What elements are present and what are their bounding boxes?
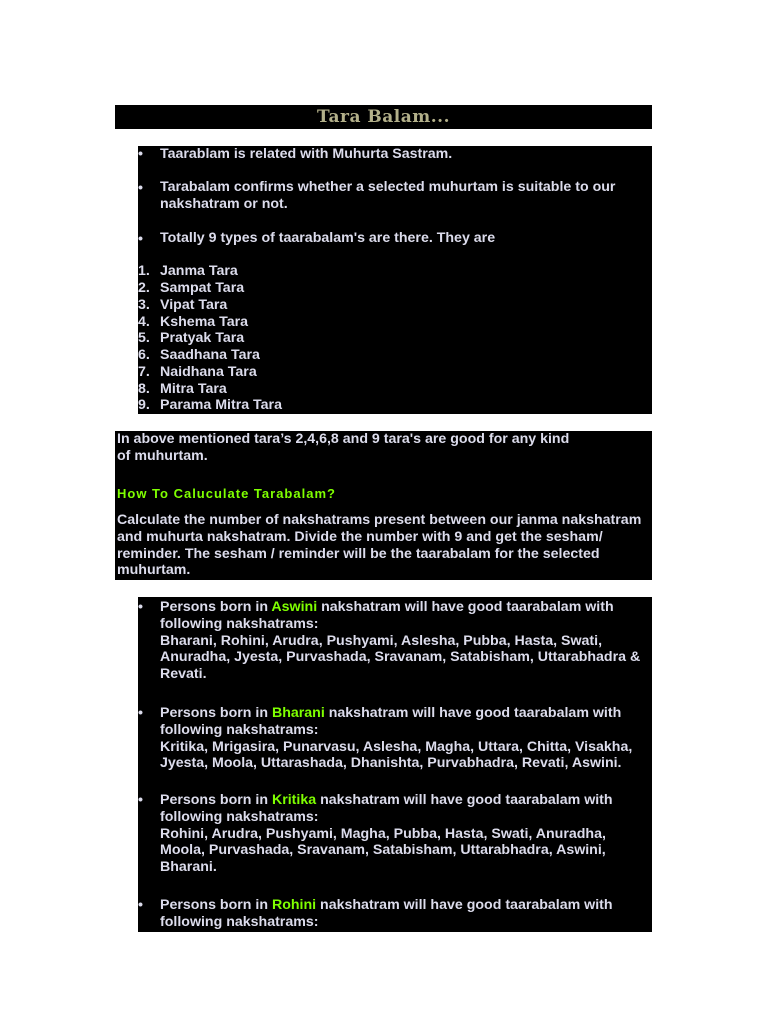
tara-number: 4. bbox=[138, 314, 150, 330]
tara-name: Saadhana Tara bbox=[160, 347, 260, 363]
born-prefix: Persons born in bbox=[160, 897, 268, 913]
born-prefix: Persons born in bbox=[160, 705, 268, 721]
tara-number: 3. bbox=[138, 297, 150, 313]
compatible-list-line: Revati. bbox=[160, 666, 207, 683]
nakshatra-block bbox=[138, 597, 652, 932]
tara-name: Sampat Tara bbox=[160, 280, 245, 296]
tara-number: 6. bbox=[138, 347, 150, 363]
calculation-block bbox=[115, 431, 652, 580]
nakshatra-name: Rohini bbox=[271, 897, 317, 913]
good-tara-note-line: of muhurtam. bbox=[117, 447, 208, 464]
tara-number: 5. bbox=[138, 330, 150, 346]
tara-number: 9. bbox=[138, 397, 150, 413]
following-label: following nakshatrams: bbox=[160, 913, 319, 930]
bullet: • bbox=[138, 599, 143, 615]
compatible-list-line: Kritika, Mrigasira, Punarvasu, Aslesha, Magha, Uttara, Chitta, Visakha, bbox=[160, 738, 633, 755]
born-suffix: nakshatram will have good taarabalam with bbox=[320, 897, 613, 913]
following-label: following nakshatrams: bbox=[160, 808, 319, 825]
compatible-list-line: Anuradha, Jyesta, Purvashada, Sravanam, Satabisham, Uttarabhadra & bbox=[160, 649, 641, 666]
bullet: • bbox=[138, 792, 143, 808]
nakshatra-entry bbox=[160, 599, 648, 683]
title-bar bbox=[115, 105, 652, 129]
good-tara-note bbox=[117, 431, 646, 465]
tara-name: Janma Tara bbox=[160, 263, 238, 279]
tara-name: Pratyak Tara bbox=[160, 330, 245, 346]
compatible-list-line: Bharani, Rohini, Arudra, Pushyami, Aslesha, Pubba, Hasta, Swati, bbox=[160, 632, 603, 649]
how-to-text: Calculate the number of nakshatrams present between our janma nakshatram and muhurta nakshatram. Divide the number with 9 and get the sesham/ reminder. The sesham / reminder will be the taarabalam for the selected muhurtam. bbox=[117, 512, 642, 579]
nakshatra-entry bbox=[160, 705, 648, 772]
intro-item: Tarabalam confirms whether a selected muhurtam is suitable to our nakshatram or not. bbox=[160, 179, 616, 212]
following-label: following nakshatrams: bbox=[160, 615, 319, 632]
compatible-list-line: Rohini, Arudra, Pushyami, Magha, Pubba, Hasta, Swati, Anuradha, bbox=[160, 825, 606, 842]
tara-number: 7. bbox=[138, 364, 150, 380]
nakshatra-name: Kritika bbox=[271, 792, 317, 808]
bullet: • bbox=[138, 705, 143, 721]
tara-name: Naidhana Tara bbox=[160, 364, 257, 380]
following-label: following nakshatrams: bbox=[160, 721, 319, 738]
nakshatra-entry bbox=[160, 792, 648, 876]
bullet: • bbox=[138, 180, 143, 196]
bullet: • bbox=[138, 146, 143, 162]
intro-block bbox=[138, 146, 652, 414]
good-tara-note-line: In above mentioned tara’s 2,4,6,8 and 9 tara's are good for any kind bbox=[117, 431, 570, 447]
tara-number: 8. bbox=[138, 381, 150, 397]
tara-name: Mitra Tara bbox=[160, 381, 227, 397]
born-suffix: nakshatram will have good taarabalam with bbox=[320, 792, 613, 808]
intro-item: Totally 9 types of taarabalam's are there. They are bbox=[160, 230, 496, 246]
tara-name: Vipat Tara bbox=[160, 297, 228, 313]
nakshatra-name: Bharani bbox=[271, 705, 325, 721]
nakshatra-entry bbox=[160, 897, 648, 931]
bullet: • bbox=[138, 897, 143, 913]
page-title: Tara Balam... bbox=[316, 107, 451, 127]
intro-item: Taarablam is related with Muhurta Sastram. bbox=[160, 146, 453, 162]
bullet: • bbox=[138, 231, 143, 247]
compatible-list-line: Bharani. bbox=[160, 859, 217, 876]
born-prefix: Persons born in bbox=[160, 599, 268, 615]
tara-number: 1. bbox=[138, 263, 150, 279]
nakshatra-name: Aswini bbox=[271, 599, 318, 615]
tara-number: 2. bbox=[138, 280, 150, 296]
tara-name: Kshema Tara bbox=[160, 314, 249, 330]
born-suffix: nakshatram will have good taarabalam with bbox=[328, 705, 622, 721]
compatible-list-line: Jyesta, Moola, Uttarashada, Dhanishta, Purvabhadra, Revati, Aswini. bbox=[160, 755, 622, 772]
born-suffix: nakshatram will have good taarabalam with bbox=[321, 599, 614, 615]
born-prefix: Persons born in bbox=[160, 792, 268, 808]
how-to-heading: How To Caluculate Tarabalam? bbox=[117, 486, 336, 501]
tara-name: Parama Mitra Tara bbox=[160, 397, 282, 413]
compatible-list-line: Moola, Purvashada, Sravanam, Satabisham, Uttarabhadra, Aswini, bbox=[160, 842, 606, 859]
